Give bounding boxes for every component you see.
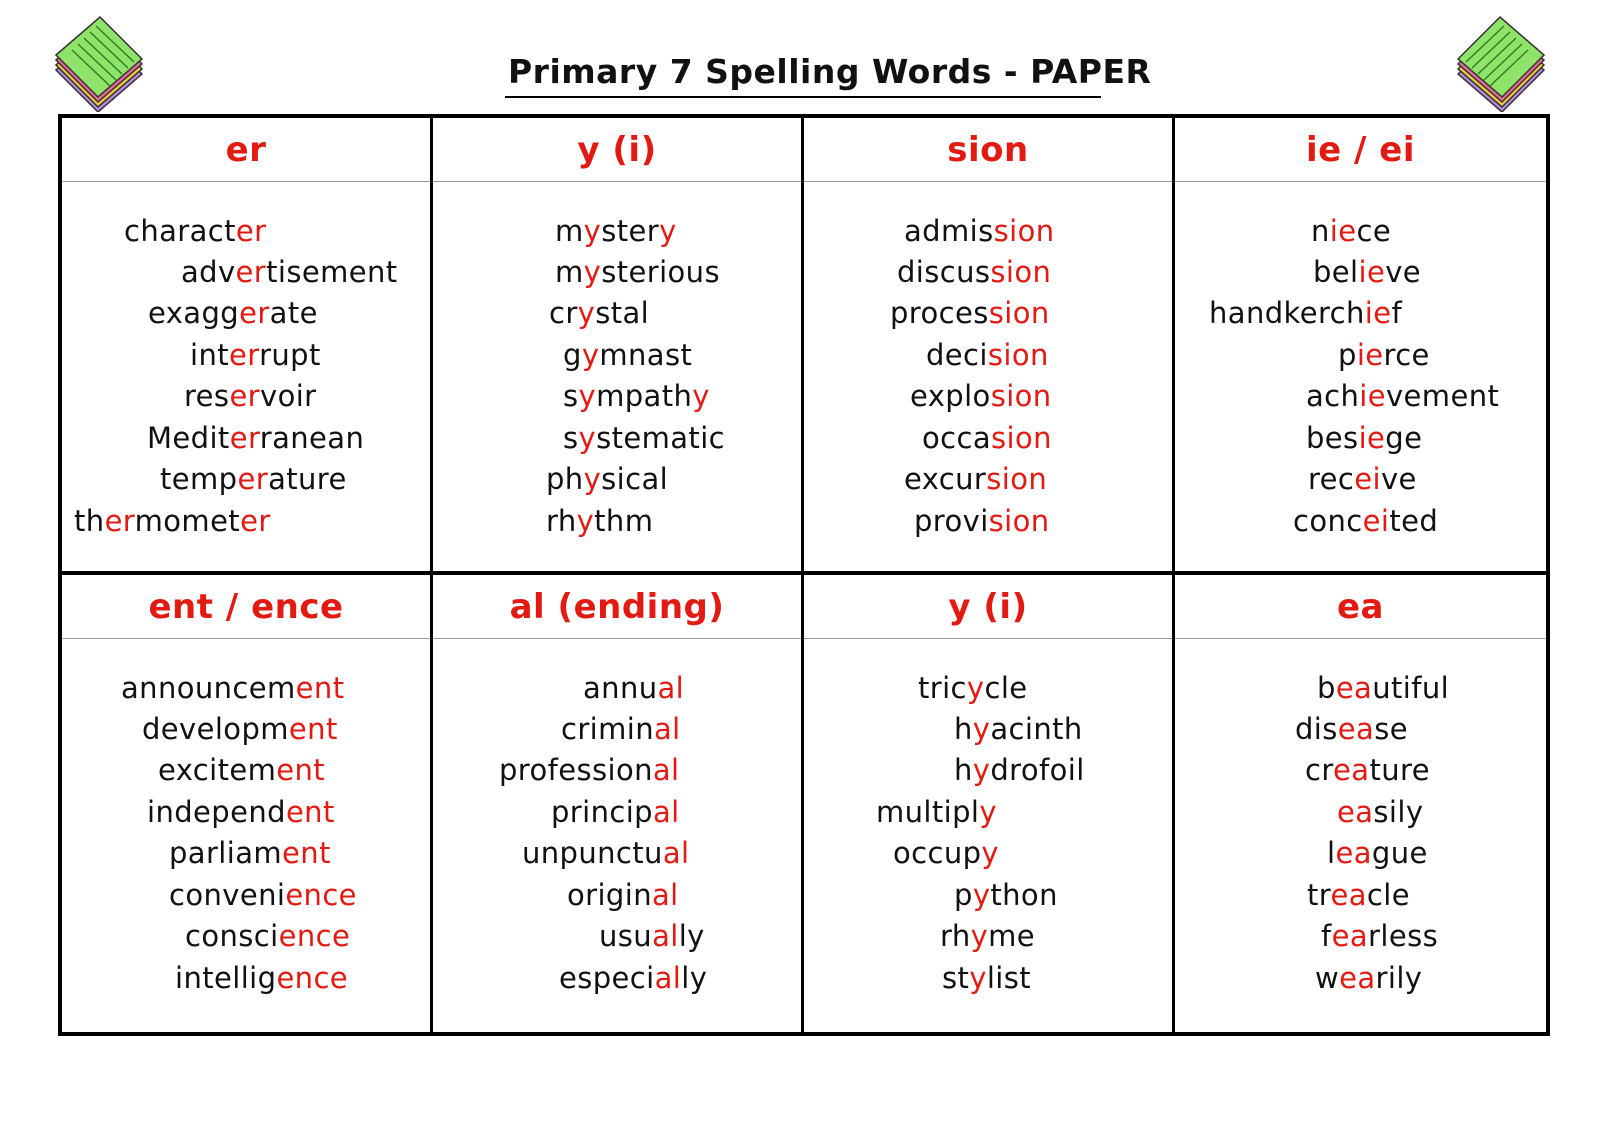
word-part: charact xyxy=(124,214,236,248)
word-part: Medit xyxy=(147,421,230,455)
word-part: h xyxy=(954,712,973,746)
spelling-word xyxy=(583,671,684,705)
word-part: ve xyxy=(1385,255,1422,289)
highlighted-letters: y xyxy=(577,296,596,330)
spelling-word xyxy=(546,504,653,538)
word-part: stematic xyxy=(596,421,725,455)
spelling-word xyxy=(904,462,1047,496)
highlighted-letters: ea xyxy=(1333,753,1370,787)
highlighted-letters: sion xyxy=(988,504,1050,538)
word-part: bel xyxy=(1313,255,1359,289)
word-part: ster xyxy=(601,214,660,248)
word-part: utiful xyxy=(1372,671,1450,705)
word-part: crimin xyxy=(561,712,655,746)
spelling-word xyxy=(169,878,357,912)
highlighted-letters: al xyxy=(652,753,680,787)
word-part: res xyxy=(184,379,230,413)
word-part: w xyxy=(1315,961,1340,995)
word-part: me xyxy=(988,919,1036,953)
highlighted-letters: er xyxy=(235,214,267,248)
highlighted-letters: ie xyxy=(1329,214,1357,248)
spelling-word xyxy=(121,671,344,705)
word-part: provi xyxy=(914,504,989,538)
spelling-word xyxy=(190,338,321,372)
spelling-word xyxy=(914,504,1050,538)
highlighted-letters: y xyxy=(576,504,595,538)
word-part: unpunctu xyxy=(522,836,663,870)
highlighted-letters: y xyxy=(966,671,985,705)
word-part: temp xyxy=(160,462,238,496)
spelling-word xyxy=(1306,421,1422,455)
highlighted-letters: y xyxy=(970,919,989,953)
highlighted-letters: ea xyxy=(1331,919,1369,953)
word-part: rh xyxy=(940,919,971,953)
word-part: dis xyxy=(1295,712,1338,746)
spelling-word xyxy=(918,671,1028,705)
word-part: tr xyxy=(1307,878,1331,912)
spelling-word xyxy=(1321,919,1438,953)
group-heading: er xyxy=(62,118,430,182)
spelling-word xyxy=(555,214,677,248)
spelling-word xyxy=(559,961,707,995)
word-part: ve xyxy=(1380,462,1417,496)
word-part: occa xyxy=(922,421,992,455)
word-part: int xyxy=(190,338,230,372)
word-part: gue xyxy=(1371,836,1428,870)
spelling-word xyxy=(181,255,398,289)
highlighted-letters: y xyxy=(578,379,597,413)
spelling-word xyxy=(926,338,1049,372)
word-group-cell xyxy=(433,118,804,575)
spelling-word xyxy=(1293,504,1438,538)
spelling-word xyxy=(1295,712,1408,746)
word-part: admis xyxy=(904,214,994,248)
spelling-word xyxy=(897,255,1051,289)
page-title: Primary 7 Spelling Words - PAPER xyxy=(508,52,1152,91)
group-heading: ie / ei xyxy=(1175,118,1546,182)
spelling-word xyxy=(184,379,317,413)
highlighted-letters: er xyxy=(235,255,267,289)
highlighted-letters: y xyxy=(583,214,602,248)
highlighted-letters: al xyxy=(652,795,680,829)
word-part: f xyxy=(1321,919,1332,953)
word-part: rec xyxy=(1308,462,1355,496)
word-part: announcem xyxy=(121,671,296,705)
word-part: ph xyxy=(546,462,584,496)
word-part: cle xyxy=(1366,878,1410,912)
word-part: deci xyxy=(926,338,988,372)
word-part: b xyxy=(1317,671,1336,705)
word-group-cell xyxy=(62,118,433,575)
spelling-word xyxy=(1311,214,1391,248)
spelling-word xyxy=(1308,462,1417,496)
spelling-word xyxy=(551,795,680,829)
highlighted-letters: ie xyxy=(1359,379,1386,413)
word-part: parliam xyxy=(169,836,283,870)
highlighted-letters: al xyxy=(652,919,679,953)
word-part: explo xyxy=(910,379,991,413)
word-part: voir xyxy=(260,379,317,413)
spelling-word xyxy=(1337,795,1423,829)
highlighted-letters: al xyxy=(654,961,682,995)
highlighted-letters: ie xyxy=(1358,421,1386,455)
spelling-word xyxy=(499,753,680,787)
spelling-word xyxy=(954,712,1083,746)
word-part: excur xyxy=(904,462,987,496)
word-part: sical xyxy=(601,462,669,496)
highlighted-letters: y xyxy=(692,379,710,413)
highlighted-letters: ent xyxy=(295,671,345,705)
word-part: ly xyxy=(681,961,708,995)
highlighted-letters: ence xyxy=(285,878,357,912)
word-part: vement xyxy=(1386,379,1500,413)
word-part: ted xyxy=(1389,504,1439,538)
highlighted-letters: ence xyxy=(278,919,351,953)
highlighted-letters: er xyxy=(229,338,260,372)
highlighted-letters: er xyxy=(239,296,270,330)
highlighted-letters: sion xyxy=(987,338,1049,372)
word-group-cell xyxy=(433,575,804,1032)
word-part: intellig xyxy=(175,961,277,995)
spelling-word xyxy=(890,296,1050,330)
spelling-word xyxy=(1209,296,1402,330)
spelling-word xyxy=(148,296,318,330)
word-part: tisement xyxy=(266,255,398,289)
word-part: ly xyxy=(678,919,705,953)
word-part: usu xyxy=(599,919,653,953)
highlighted-letters: er xyxy=(104,504,135,538)
word-part: ge xyxy=(1385,421,1423,455)
word-group-cell xyxy=(804,575,1175,1032)
word-part: list xyxy=(986,961,1032,995)
word-part: h xyxy=(954,753,973,787)
word-part: conveni xyxy=(169,878,286,912)
word-part: multipl xyxy=(876,795,980,829)
highlighted-letters: ie xyxy=(1358,255,1386,289)
word-part: ture xyxy=(1369,753,1430,787)
highlighted-letters: y xyxy=(578,421,597,455)
highlighted-letters: y xyxy=(969,961,987,995)
spelling-word xyxy=(549,296,649,330)
word-part: ach xyxy=(1306,379,1360,413)
word-part: rh xyxy=(546,504,577,538)
word-part: cle xyxy=(984,671,1028,705)
word-part: rce xyxy=(1383,338,1430,372)
word-part: n xyxy=(1311,214,1330,248)
word-part: mnast xyxy=(599,338,693,372)
word-part: rupt xyxy=(259,338,321,372)
word-part: p xyxy=(1338,338,1357,372)
word-part: origin xyxy=(567,878,652,912)
spelling-word xyxy=(563,379,710,413)
word-part: l xyxy=(1327,836,1336,870)
spelling-word xyxy=(954,878,1058,912)
spelling-word xyxy=(1305,753,1430,787)
highlighted-letters: y xyxy=(981,836,999,870)
highlighted-letters: sion xyxy=(991,421,1052,455)
word-part: thm xyxy=(594,504,654,538)
highlighted-letters: ea xyxy=(1335,671,1373,705)
word-part: th xyxy=(74,504,105,538)
spelling-word xyxy=(893,836,999,870)
highlighted-letters: er xyxy=(240,504,271,538)
highlighted-letters: sion xyxy=(990,379,1052,413)
highlighted-letters: ie xyxy=(1364,296,1392,330)
highlighted-letters: al xyxy=(651,878,679,912)
word-group-cell xyxy=(1175,575,1546,1032)
word-part: sily xyxy=(1373,795,1424,829)
highlighted-letters: al xyxy=(662,836,690,870)
spelling-word xyxy=(1327,836,1428,870)
word-part: rless xyxy=(1368,919,1439,953)
highlighted-letters: al xyxy=(654,712,681,746)
word-part: ature xyxy=(268,462,347,496)
highlighted-letters: ea xyxy=(1335,836,1372,870)
word-part: sterious xyxy=(601,255,720,289)
highlighted-letters: ence xyxy=(276,961,349,995)
spelling-word xyxy=(1315,961,1422,995)
word-part: cr xyxy=(549,296,578,330)
highlighted-letters: ea xyxy=(1339,961,1376,995)
word-part: drofoil xyxy=(990,753,1085,787)
word-part: annu xyxy=(583,671,658,705)
word-part: princip xyxy=(551,795,653,829)
highlighted-letters: ent xyxy=(276,753,326,787)
group-heading: al (ending) xyxy=(433,575,801,639)
highlighted-letters: ent xyxy=(282,836,331,870)
highlighted-letters: y xyxy=(583,462,602,496)
word-group-cell xyxy=(804,118,1175,575)
highlighted-letters: al xyxy=(657,671,685,705)
word-part: rily xyxy=(1375,961,1423,995)
highlighted-letters: y xyxy=(979,795,997,829)
spelling-word xyxy=(546,462,668,496)
highlighted-letters: y xyxy=(581,338,600,372)
word-part: momet xyxy=(134,504,241,538)
highlighted-letters: sion xyxy=(988,296,1050,330)
spelling-word xyxy=(922,421,1052,455)
word-part: mpath xyxy=(596,379,693,413)
word-part: ce xyxy=(1356,214,1392,248)
word-part: cr xyxy=(1305,753,1334,787)
group-heading: y (i) xyxy=(804,575,1172,639)
highlighted-letters: ei xyxy=(1362,504,1390,538)
word-part: adv xyxy=(181,255,236,289)
spelling-word xyxy=(158,753,325,787)
word-part: independ xyxy=(147,795,286,829)
word-part: m xyxy=(555,255,584,289)
group-heading: ea xyxy=(1175,575,1546,639)
highlighted-letters: er xyxy=(229,379,261,413)
highlighted-letters: ea xyxy=(1330,878,1367,912)
word-part: s xyxy=(563,379,579,413)
spelling-word xyxy=(142,712,338,746)
spelling-word xyxy=(1306,379,1499,413)
word-part: tric xyxy=(918,671,967,705)
highlighted-letters: y xyxy=(972,712,991,746)
highlighted-letters: ea xyxy=(1337,712,1375,746)
word-part: bes xyxy=(1306,421,1359,455)
spelling-word xyxy=(1338,338,1430,372)
highlighted-letters: y xyxy=(659,214,677,248)
spelling-word xyxy=(175,961,348,995)
highlighted-letters: sion xyxy=(990,255,1052,289)
word-part: especi xyxy=(559,961,655,995)
highlighted-letters: sion xyxy=(993,214,1055,248)
spelling-word xyxy=(876,795,997,829)
highlighted-letters: y xyxy=(583,255,602,289)
group-heading: sion xyxy=(804,118,1172,182)
word-part: se xyxy=(1374,712,1408,746)
spelling-word xyxy=(147,795,335,829)
word-part: exagg xyxy=(148,296,240,330)
spelling-word xyxy=(1317,671,1449,705)
highlighted-letters: er xyxy=(229,421,260,455)
spelling-word xyxy=(561,712,681,746)
word-part: occup xyxy=(893,836,982,870)
word-part: s xyxy=(563,421,579,455)
spelling-word xyxy=(942,961,1031,995)
highlighted-letters: y xyxy=(972,878,991,912)
spelling-word xyxy=(147,421,364,455)
word-part: proces xyxy=(890,296,989,330)
word-part: m xyxy=(555,214,584,248)
word-part: ranean xyxy=(259,421,365,455)
word-part: g xyxy=(563,338,582,372)
spelling-words-table xyxy=(58,114,1550,1036)
spelling-word xyxy=(185,919,350,953)
word-part: developm xyxy=(142,712,289,746)
word-part: conc xyxy=(1293,504,1363,538)
word-group-cell xyxy=(62,575,433,1032)
highlighted-letters: ei xyxy=(1354,462,1381,496)
spelling-word xyxy=(940,919,1035,953)
spelling-word xyxy=(555,255,720,289)
word-part: p xyxy=(954,878,973,912)
highlighted-letters: ea xyxy=(1337,795,1374,829)
spelling-word xyxy=(599,919,705,953)
word-part: consci xyxy=(185,919,279,953)
spelling-word xyxy=(74,504,271,538)
spelling-word xyxy=(160,462,347,496)
word-part: ate xyxy=(269,296,318,330)
spelling-word xyxy=(169,836,331,870)
spelling-word xyxy=(563,421,725,455)
word-group-cell xyxy=(1175,118,1546,575)
spelling-word xyxy=(954,753,1085,787)
group-heading: y (i) xyxy=(433,118,801,182)
spelling-word xyxy=(522,836,689,870)
highlighted-letters: ent xyxy=(285,795,335,829)
word-part: handkerch xyxy=(1209,296,1365,330)
spelling-word xyxy=(1307,878,1410,912)
word-part: excitem xyxy=(158,753,277,787)
word-part: profession xyxy=(499,753,653,787)
highlighted-letters: er xyxy=(237,462,269,496)
word-part: f xyxy=(1391,296,1403,330)
spelling-word xyxy=(563,338,692,372)
notebook-paper-stack-icon xyxy=(50,12,146,112)
title-underline xyxy=(505,96,1101,98)
spelling-word xyxy=(1313,255,1421,289)
highlighted-letters: ie xyxy=(1356,338,1384,372)
word-part: stal xyxy=(595,296,650,330)
highlighted-letters: ent xyxy=(288,712,338,746)
group-heading: ent / ence xyxy=(62,575,430,639)
word-part: discus xyxy=(897,255,991,289)
word-part: st xyxy=(942,961,970,995)
spelling-word xyxy=(124,214,266,248)
word-part: acinth xyxy=(990,712,1083,746)
spelling-word xyxy=(904,214,1055,248)
spelling-word xyxy=(567,878,679,912)
highlighted-letters: sion xyxy=(986,462,1048,496)
word-part: thon xyxy=(990,878,1058,912)
highlighted-letters: y xyxy=(972,753,991,787)
notebook-paper-stack-icon xyxy=(1454,12,1550,112)
spelling-word xyxy=(910,379,1052,413)
